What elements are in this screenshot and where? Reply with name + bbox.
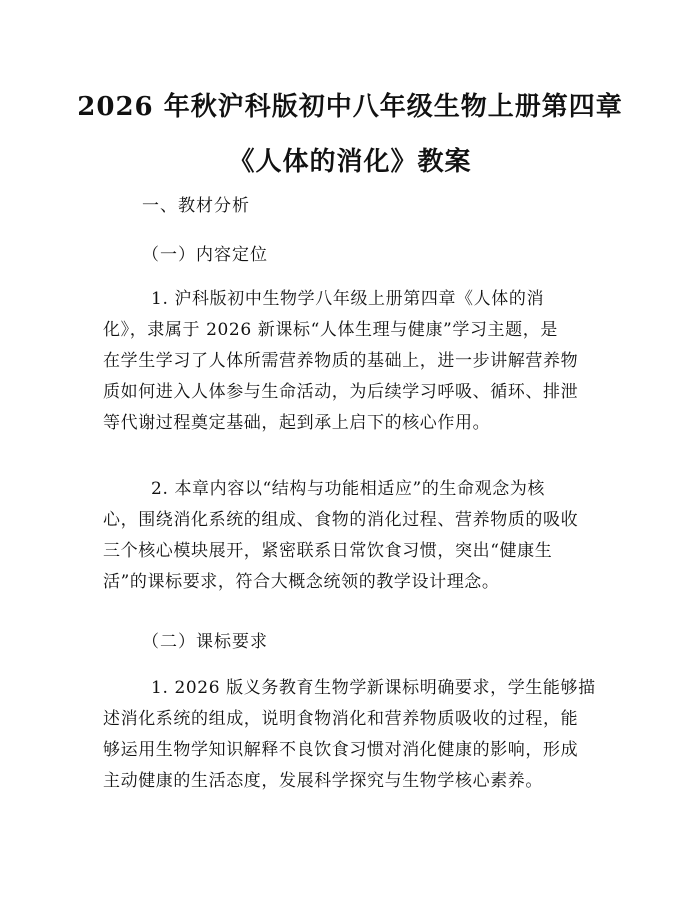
subsection-heading-curriculum-requirements: （二）课标要求 xyxy=(142,632,268,652)
paragraph-line: 1. 沪科版初中生物学八年级上册第四章《人体的消 xyxy=(103,289,545,309)
paragraph-line: 三个核心模块展开，紧密联系日常饮食习惯，突出“健康生 xyxy=(103,541,553,561)
paragraph-line: 1. 2026 版义务教育生物学新课标明确要求，学生能够描 xyxy=(103,678,596,698)
paragraph-content-positioning-1 xyxy=(103,284,601,439)
paragraph-line: 等代谢过程奠定基础，起到承上启下的核心作用。 xyxy=(103,413,491,433)
document-title-line-2: 《人体的消化》教案 xyxy=(228,147,472,177)
paragraph-line: 心，围绕消化系统的组成、食物的消化过程、营养物质的吸收 xyxy=(103,510,579,530)
paragraph-line: 活”的课标要求，符合大概念统领的教学设计理念。 xyxy=(103,572,500,592)
paragraph-line: 2. 本章内容以“结构与功能相适应”的生命观念为核 xyxy=(103,479,546,499)
paragraph-line: 在学生学习了人体所需营养物质的基础上，进一步讲解营养物 xyxy=(103,351,579,371)
paragraph-line: 质如何进入人体参与生命活动，为后续学习呼吸、循环、排泄 xyxy=(103,382,579,402)
paragraph-line: 够运用生物学知识解释不良饮食习惯对消化健康的影响，形成 xyxy=(103,740,579,760)
document-title-line-1: 2026 年秋沪科版初中八年级生物上册第四章 xyxy=(77,92,623,122)
section-heading-teaching-material-analysis: 一、教材分析 xyxy=(142,196,250,216)
paragraph-line: 述消化系统的组成，说明食物消化和营养物质吸收的过程，能 xyxy=(103,709,579,729)
subsection-heading-content-positioning: （一）内容定位 xyxy=(142,245,268,265)
paragraph-content-positioning-2 xyxy=(103,474,601,598)
paragraph-line: 化》，隶属于 2026 新课标“人体生理与健康”学习主题，是 xyxy=(103,320,558,340)
paragraph-line: 主动健康的生活态度，发展科学探究与生物学核心素养。 xyxy=(103,771,543,791)
paragraph-curriculum-requirements-1 xyxy=(103,673,601,797)
